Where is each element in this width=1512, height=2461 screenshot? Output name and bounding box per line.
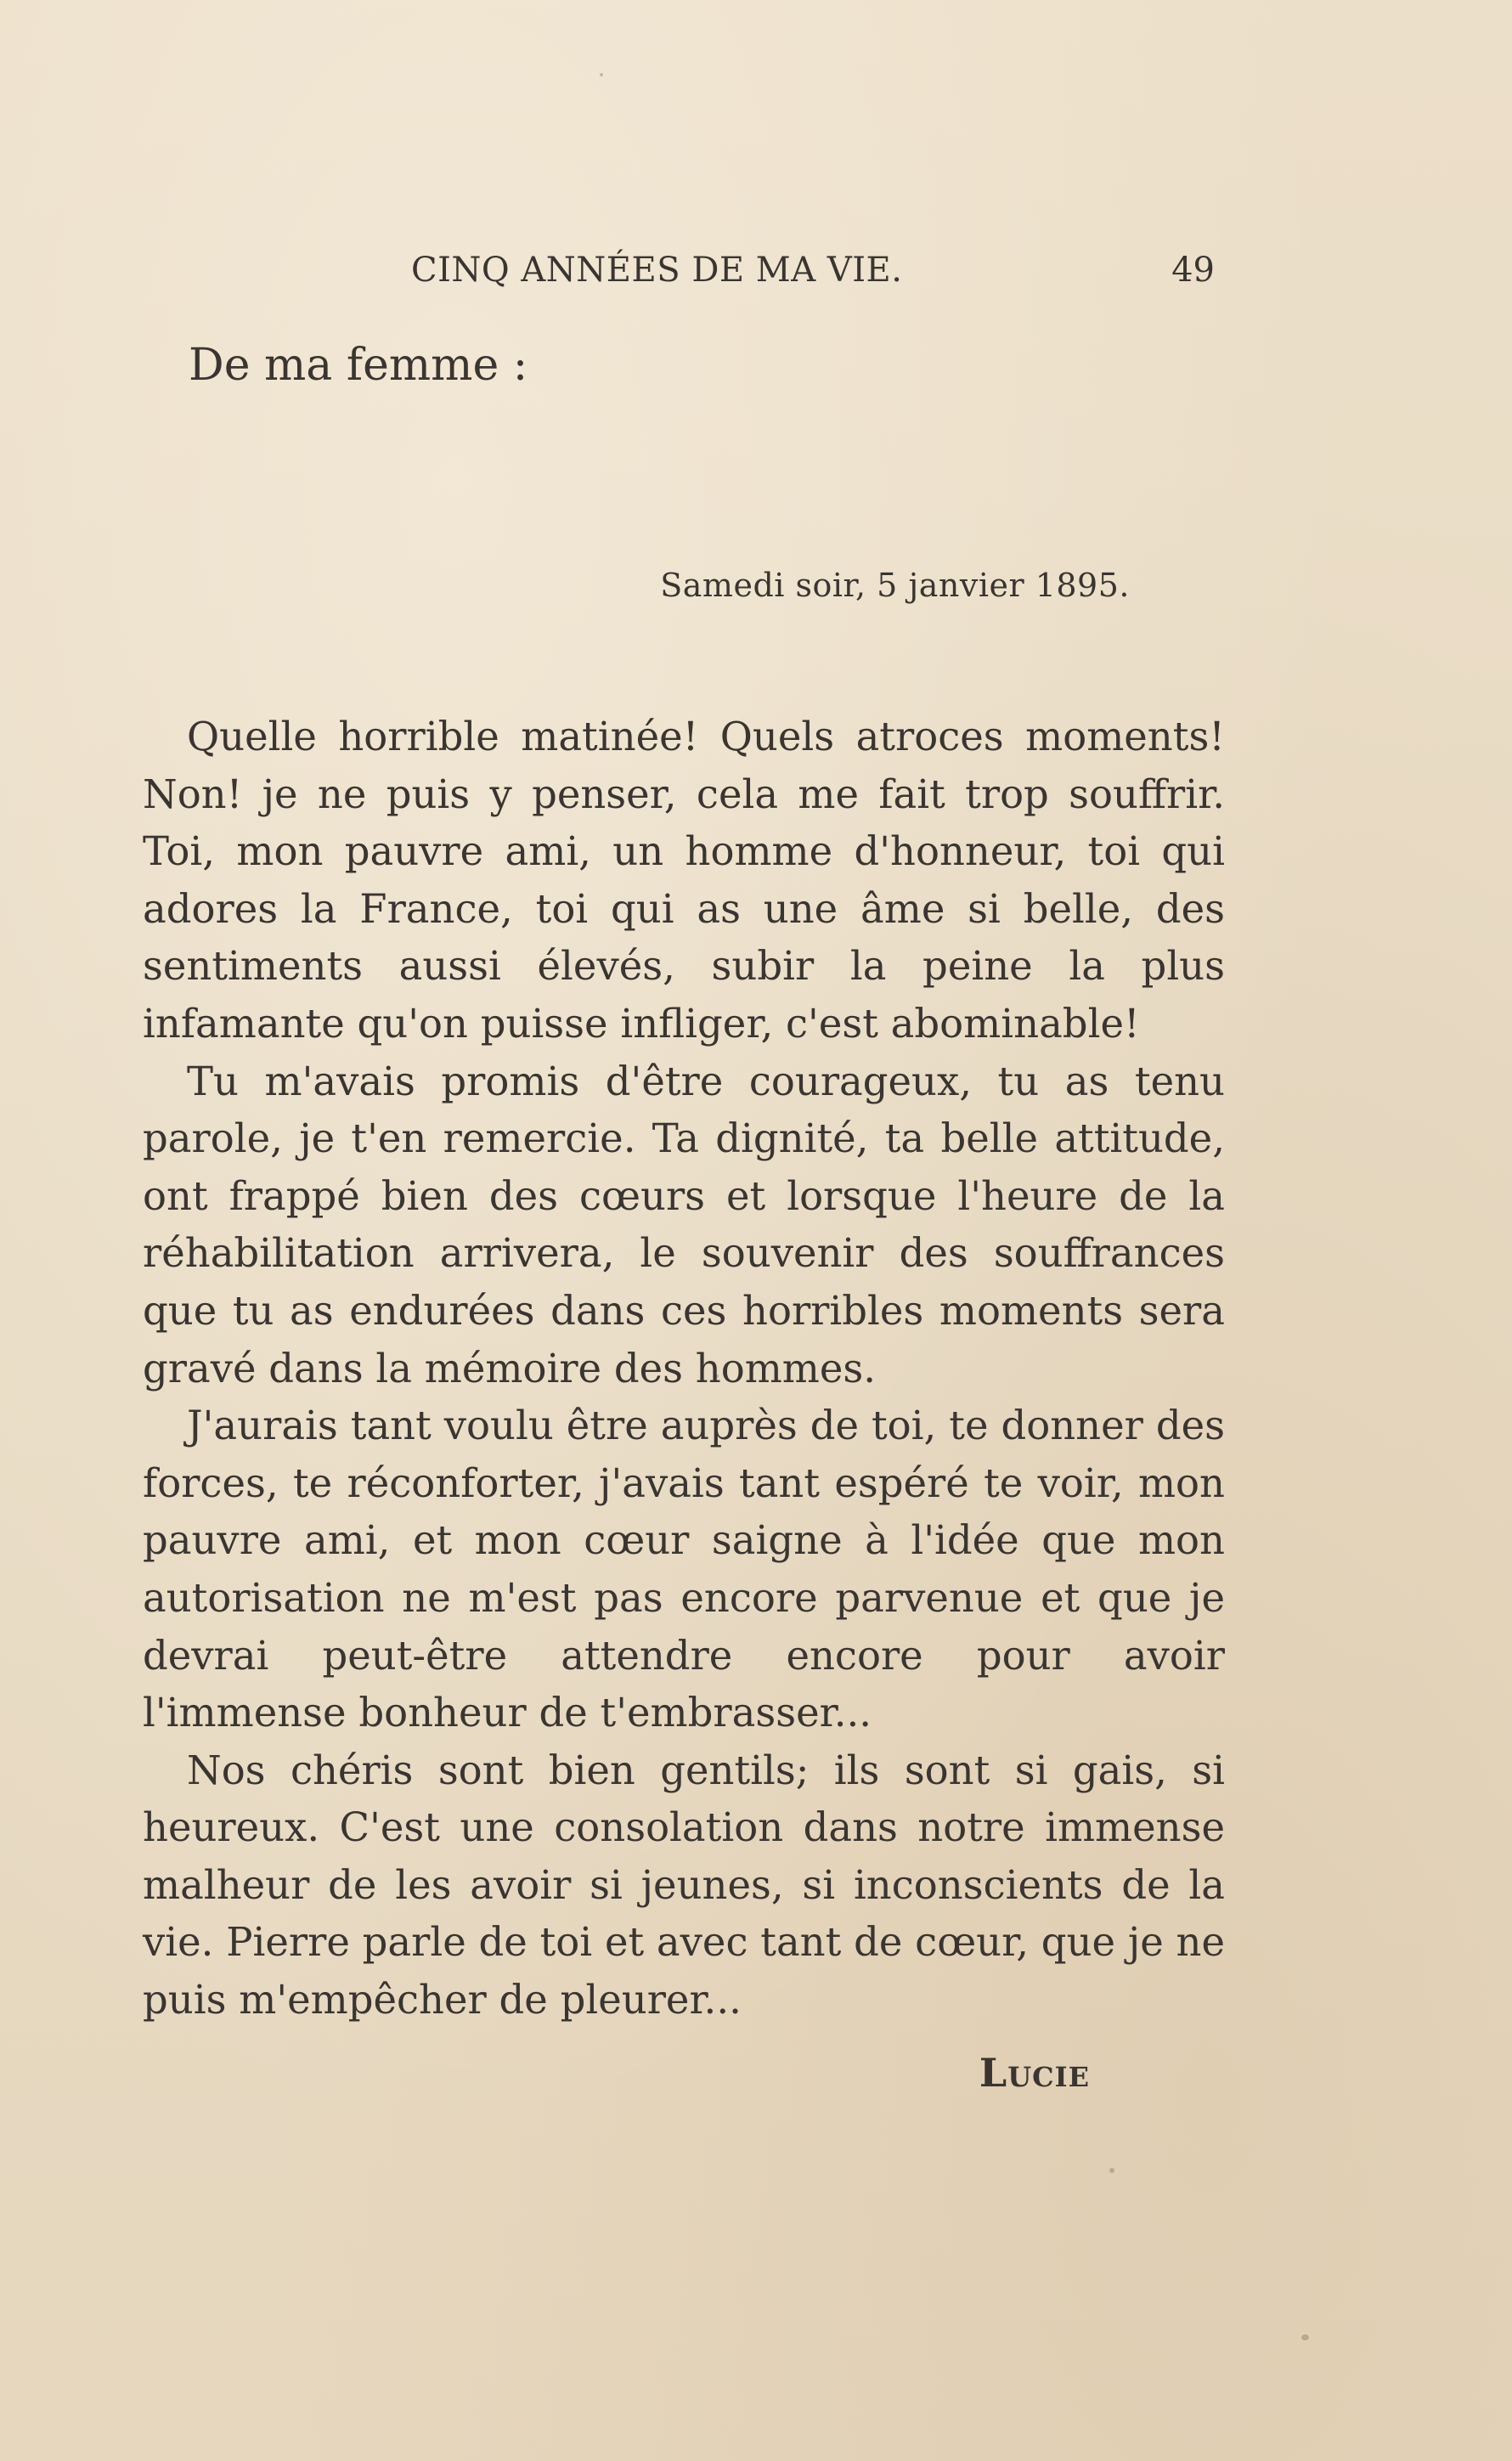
paper-speck xyxy=(1301,2334,1309,2340)
letter-body xyxy=(143,708,1225,2029)
running-title: CINQ ANNÉES DE MA VIE. xyxy=(411,251,903,290)
paragraph: J'aurais tant voulu être auprès de toi, te donner des forces, te réconforter, j'avais tant espéré te voir, mon pauvre ami, et mon cœur saigne à l'idée que mon autorisation ne m'est pas encore parvenue et que je devrai peut-être attendre encore pour avoir l'immense bonheur de t'embrasser... xyxy=(143,1403,1225,1736)
paragraph: Quelle horrible matinée! Quels atroces moments! Non! je ne puis y penser, cela me fait trop souffrir. Toi, mon pauvre ami, un homme d'honneur, toi qui adores la France, toi qui as une âme si belle, des sentiments aussi élevés, subir la peine la plus infamante qu'on puisse infliger, c'est abominable! xyxy=(143,714,1225,1047)
letter-dateline: Samedi soir, 5 janvier 1895. xyxy=(660,567,1130,604)
signature: Lucie xyxy=(979,2050,1090,2096)
paper-speck xyxy=(1109,2168,1114,2173)
intro-line: De ma femme : xyxy=(189,340,528,391)
paragraph: Tu m'avais promis d'être courageux, tu as tenu parole, je t'en remercie. Ta dignité, ta belle attitude, ont frappé bien des cœurs et lorsque l'heure de la réhabilitation arrivera, le souvenir des souffrances que tu as endurées dans ces horribles moments sera gravé dans la mémoire des hommes. xyxy=(143,1058,1225,1391)
page-number: 49 xyxy=(1171,251,1215,290)
paragraph: Nos chéris sont bien gentils; ils sont si gais, si heureux. C'est une consolation dans notre immense malheur de les avoir si jeunes, si inconscients de la vie. Pierre parle de toi et avec tant de cœur, que je ne puis m'empêcher de pleurer... xyxy=(143,1747,1226,2024)
page-header xyxy=(411,248,1215,292)
paper-speck xyxy=(600,73,603,76)
